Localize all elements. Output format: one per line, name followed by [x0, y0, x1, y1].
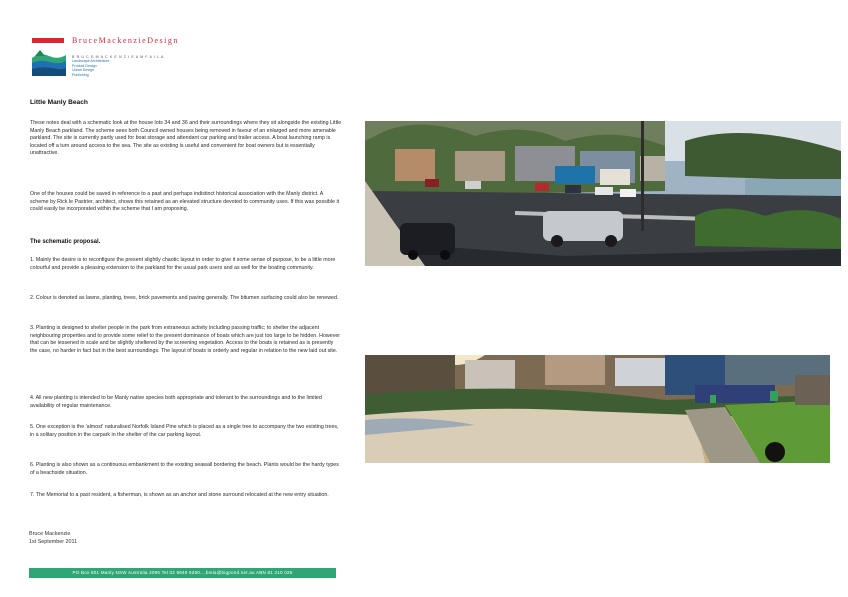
proposal-point: 7. The Memorial to a past resident, a fisherman, is shown as an anchor and stone surround relocated at the new entry situation.: [30, 492, 329, 498]
history-paragraph: One of the houses could be saved in reference to a past and perhaps indistinct historical association with the Manly district. A scheme by Rick le Pastrier, architect, shows this retained as an elevated structure devoted to community uses. If this was possible it could easily be incorporated within the scheme that I am proposing.: [30, 191, 340, 213]
proposal-point: 3. Planting is designed to shelter people in the park from extraneous activity including passing traffic; to shelter the adjacent neighbouring properties and to provide some relief to the present dominance of boats which are just too large to be hidden. However that can be lessened in scale and be slightly sheltered by the screening vegetation. Access to the boats is retained as is presently the case, no harder in fact but in the best surroundings. The layout of boats is orderly and regular in relation to the new laid out site.: [30, 325, 341, 354]
logo-service-item: Product Design: [72, 63, 97, 68]
document-date: 1st September 2011: [29, 539, 78, 545]
logo-service-item: Publishing: [72, 72, 89, 77]
proposal-point: 2. Colour is denoted as lawns, planting, trees, brick pavements and paving generally. The bitumen surfacing could also be renewed.: [30, 295, 339, 301]
logo-services: [72, 55, 164, 77]
logo-credentials: B R U C E M A C K E N Z I E A M F A I L A: [72, 55, 164, 59]
proposal-point: 6. Planting is also shown as a continuous embankment to the existing seawall bordering the beach. Plants would be the hardy types of a beachside situation.: [30, 462, 339, 476]
author-name: Bruce Mackenzie: [29, 531, 71, 537]
proposal-point: 4. All new planting is intended to be Manly native species both appropriate and tolerant to the surroundings and to the limited availability of regular maintenance.: [30, 395, 322, 409]
intro-paragraph: These notes deal with a schematic look at the house lots 34 and 36 and their surroundings where they sit alongside the existing Little Manly Beach parkland. The scheme sees both Council owned houses being removed in favour of an enlarged and more amenable parkland. The site is currently partly used for boat storage and attendant car parking and trailer access. A boat launching ramp is located off a turn around access to the sea. The site as existing is useful and convenient for boat owners but is essentially unattractive.: [30, 120, 342, 157]
schematic-heading: The schematic proposal.: [30, 239, 101, 245]
right-page: [362, 0, 848, 597]
company-logo: [30, 36, 230, 106]
logo-wordmark: BruceMackenzieDesign: [72, 36, 179, 45]
contact-footer: PO Box 801 Manly NSW Australia 2095 Tel 02 9849 6260....bmla@bigpond.net.au ABN 81 210 025: [29, 568, 336, 578]
left-page: [0, 0, 358, 597]
logo-service-item: Urban Design: [72, 68, 94, 73]
document-title: Little Manly Beach: [30, 99, 88, 106]
logo-service-item: Landscape Architecture: [72, 59, 110, 64]
carpark-photo: [365, 121, 841, 266]
beach-photo: [365, 355, 830, 463]
proposal-point: 1. Mainly the desire is to reconfigure the present slightly chaotic layout in order to give it some sense of purpose, to be a little more colourful and provide a pleasing extension to the parkland for the usual park users and as well for the boating community.: [30, 257, 336, 271]
logo-red-bar: [32, 38, 64, 43]
proposal-point: 5. One exception is the 'almost' naturalised Norfolk Island Pine which is placed as a single tree to accompany the two existing trees, in a solitary position in the carpark in the shelter of the car parking layout.: [30, 424, 339, 438]
logo-landscape-mark-icon: [32, 46, 66, 76]
